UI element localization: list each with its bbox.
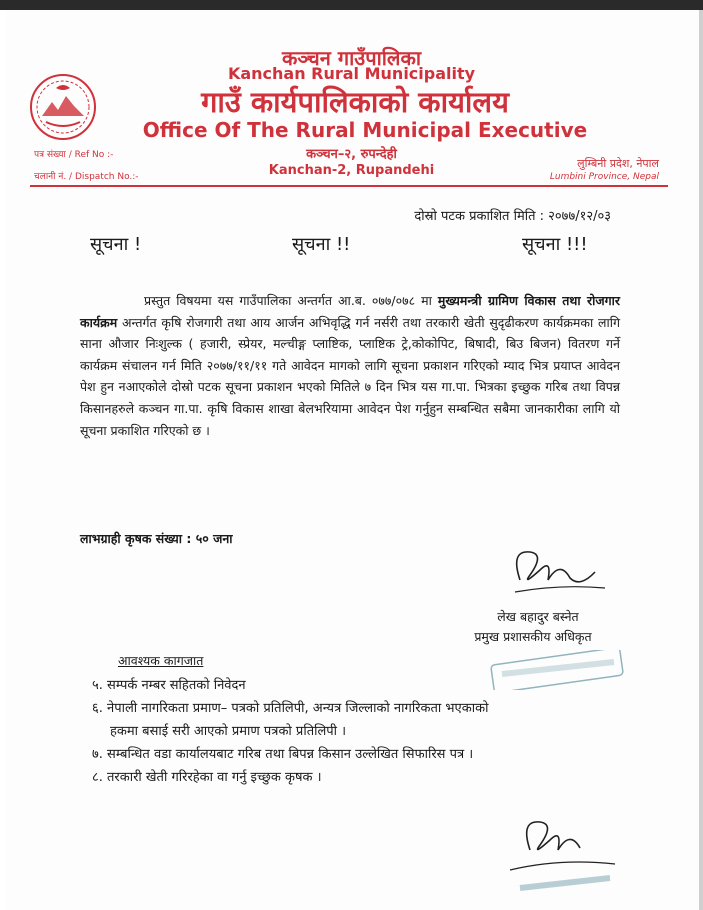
- doc-item: ७. सम्बन्धित वडा कार्यालयबाट गरिब तथा बिपन्न किसान उल्लेखित सिफारिस पत्र ।: [92, 747, 474, 762]
- program-name: मुख्यमन्त्री ग्रामिण विकास तथा रोजगार कार्यक्रम: [80, 293, 620, 330]
- publish-date-line: दोस्रो पटक प्रकाशित मिति : २०७७/१२/०३: [414, 209, 611, 224]
- required-docs-list: [92, 674, 632, 789]
- scan-top-edge: [0, 0, 703, 10]
- municipality-name-en: Kanchan Rural Municipality: [227, 64, 476, 83]
- dispatch-no-label: चलानी नं. / Dispatch No.:-: [34, 172, 139, 182]
- notice-heading-3: सूचना !!!: [522, 234, 588, 255]
- header-divider: [30, 185, 668, 187]
- signature-image-2: [500, 800, 620, 900]
- signatory-title: प्रमुख प्रशासकीय अधिकृत: [474, 629, 592, 644]
- address-np: कञ्चन–२, रुपन्देही: [306, 147, 397, 162]
- body-part-1: प्रस्तुत विषयमा यस गाउँपालिका अन्तर्गत आ.ब. ०७७/०७८ मा: [144, 293, 438, 308]
- province-np: लुम्बिनी प्रदेश, नेपाल: [577, 157, 659, 170]
- doc-item-continuation: हकमा बसाई सरी आएको प्रमाण पत्रको प्रतिलिपी ।: [110, 724, 347, 739]
- office-name-np: गाउँ कार्यपालिकाको कार्यालय: [201, 85, 509, 119]
- required-docs-heading: आवश्यक कागजात: [118, 653, 204, 668]
- notice-heading-1: सूचना !: [90, 234, 142, 255]
- province-en: Lumbini Province, Nepal: [549, 172, 659, 182]
- doc-item: ६. नेपाली नागरिकता प्रमाण– पत्रको प्रतिलिपी, अन्यत्र जिल्लाको नागरिकता भएकाको: [92, 701, 489, 716]
- municipality-name-np: कञ्चन गाउँपालिका: [281, 46, 422, 70]
- ref-no-label: पत्र संख्या / Ref No :-: [34, 150, 114, 160]
- body-part-2: अन्तर्गत कृषि रोजगारी तथा आय आर्जन अभिवृद्धि गर्न नर्सरी तथा तरकारी खेती सुदृढीकरण कार्यक्रमका लागि साना औजार निःशुल्क ( हजारी, स्प्रेयर, मल्चीङ्ग प्लाष्टिक, प्लाष्टिक ट्रे,कोकोपिट, बिषादी, बिउ बिजन) वितरण गर्ने कार्यक्रम संचालन गर्न मिति २०७७/११/११ गते आवेदन मागको लागि सूचना प्रकाशन गरिएको म्याद भित्र प्रयाप्त आवेदन पेश हुन नआएकोले दोस्रो पटक सूचना प्रकाशन भएको मितिले ७ दिन भित्र यस गा.पा. भित्रका इच्छुक गरिब तथा विपन्न किसानहरुले कञ्चन गा.पा. कृषि विकास शाखा बेलभरियामा आवेदन पेश गर्नुहुन सम्बन्धित सबैमा जानकारीका लागि यो सूचना प्रकाशित गरिएको छ ।: [80, 314, 620, 438]
- office-name-en: Office Of The Rural Municipal Executive: [142, 118, 588, 142]
- signature-image: [500, 540, 610, 600]
- doc-item: ८. तरकारी खेती गरिरहेका वा गर्नु इच्छुक कृषक ।: [92, 770, 322, 785]
- address-en: Kanchan-2, Rupandehi: [268, 163, 435, 178]
- notice-heading-2: सूचना !!: [292, 234, 351, 255]
- doc-item: ५. सम्पर्क नम्बर सहितको निवेदन: [92, 678, 246, 693]
- signatory-name: लेख बहादुर बस्नेत: [497, 609, 579, 624]
- beneficiary-count: लाभग्राही कृषक संख्या : ५० जना: [80, 531, 233, 546]
- notice-body: [80, 290, 620, 441]
